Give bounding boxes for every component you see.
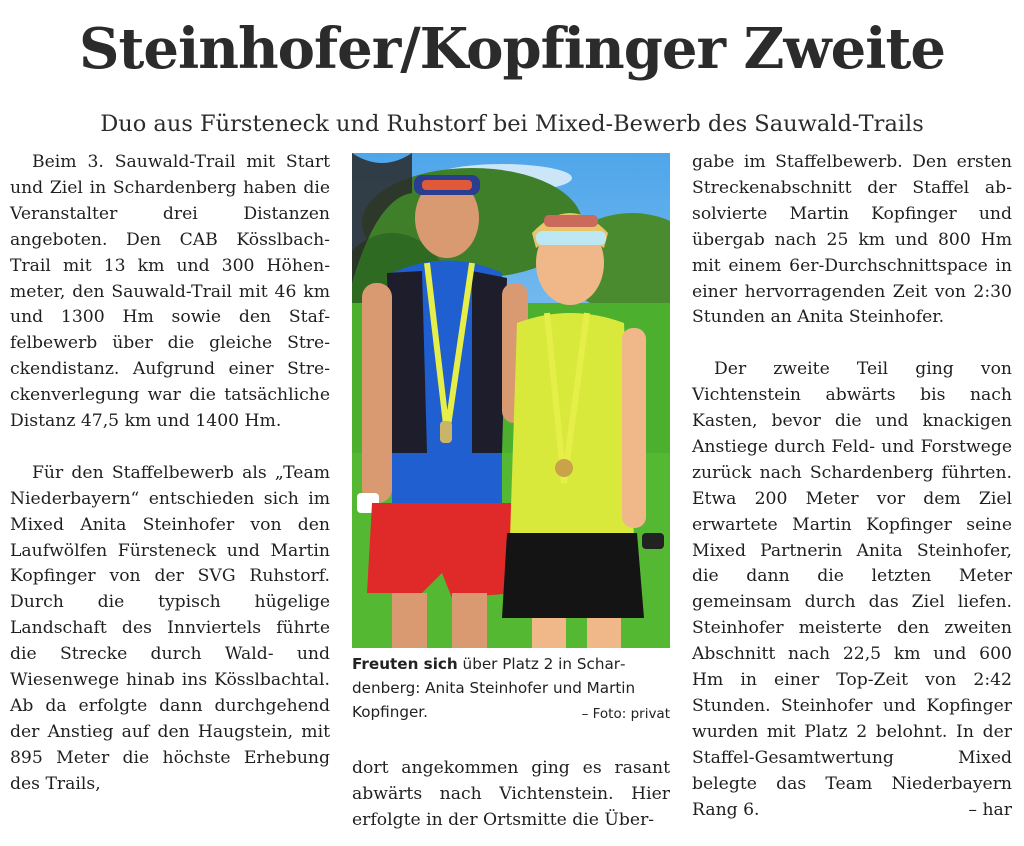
paragraph: dort angekommen ging es rasant abwärts nach Vichtenstein. Hier erfolgte in der Ortsmitte die Über- xyxy=(352,758,670,830)
paragraph: gabe im Staffelbewerb. Den ersten Streckenabschnitt der Staffel absolvierte Martin Kopfinger und übergab nach 25 km und 800 Hm mit einem 6er-Durchschnittspace in einer hervorragenden Zeit von 2:30 Stunden an Anita Steinhofer. xyxy=(692,152,1012,328)
paragraph-text: Der zweite Teil ging von Vichtenstein abwärts bis nach Kasten, bevor die und knackigen Anstiege durch Feld- und Forstwege zurück nach Schardenberg führten. Etwa 200 Meter vor dem Ziel erwartete Martin Kopfinger seine Mixed Partnerin Anita Steinhofer, die dann die letzten Meter gemeinsam durch das Ziel liefen. Steinhofer meisterte den zweiten Abschnitt nach 22,5 km und 600 Hm in einer Top-Zeit von 2:42 Stunden. Steinhofer und Kopfinger wurden mit Platz 2 belohnt. In der Staffel-Gesamtwertung Mixed belegte das Team Niederbayern Rang 6. xyxy=(692,359,1012,820)
caption-lead: Freuten sich xyxy=(352,655,458,673)
caption-text: über Platz 2 in Schardenberg: Anita Steinhofer und Martin Kopfinger. xyxy=(352,655,636,721)
photo-credit: – Foto: privat xyxy=(581,706,670,722)
headline: Steinhofer/Kopfinger Zweite xyxy=(79,16,945,82)
paragraph: Beim 3. Sauwald-Trail mit Start und Ziel in Schardenberg haben die Veranstalter drei Distanzen angeboten. Den CAB Kösslbach-Trail mit 13 km und 300 Höhenmeter, den Sauwald-Trail mit 46 km und 1300 Hm sowie den Staffelbewerb über die gleiche Streckendistanz. Aufgrund einer Streckenverlegung war die tatsächliche Distanz 47,5 km und 1400 Hm. xyxy=(10,152,330,432)
paragraph xyxy=(692,357,1012,823)
subheadline: Duo aus Fürsteneck und Ruhstorf bei Mixed-Bewerb des Sauwald-Trails xyxy=(100,111,924,137)
runners-photo xyxy=(352,153,670,648)
paragraph: Für den Staffelbewerb als „Team Niederbayern“ entschieden sich im Mixed Anita Steinhofer von den Laufwölfen Fürsteneck und Martin Kopfinger von der SVG Ruhstorf. Durch die typisch hügelige Landschaft des Innviertels führte die Strecke durch Wald- und Wiesenwege hinab ins Kösslbachtal. Ab da erfolgte dann durchgehend der Anstieg auf den Haugstein, mit 895 Meter die höchste Erhebung des Trails, xyxy=(10,462,330,794)
author-signature: – har xyxy=(968,799,1012,820)
article-column-1 xyxy=(10,150,330,798)
article-column-2 xyxy=(352,756,670,834)
article-column-3 xyxy=(692,150,1012,824)
photo-caption xyxy=(352,652,670,726)
